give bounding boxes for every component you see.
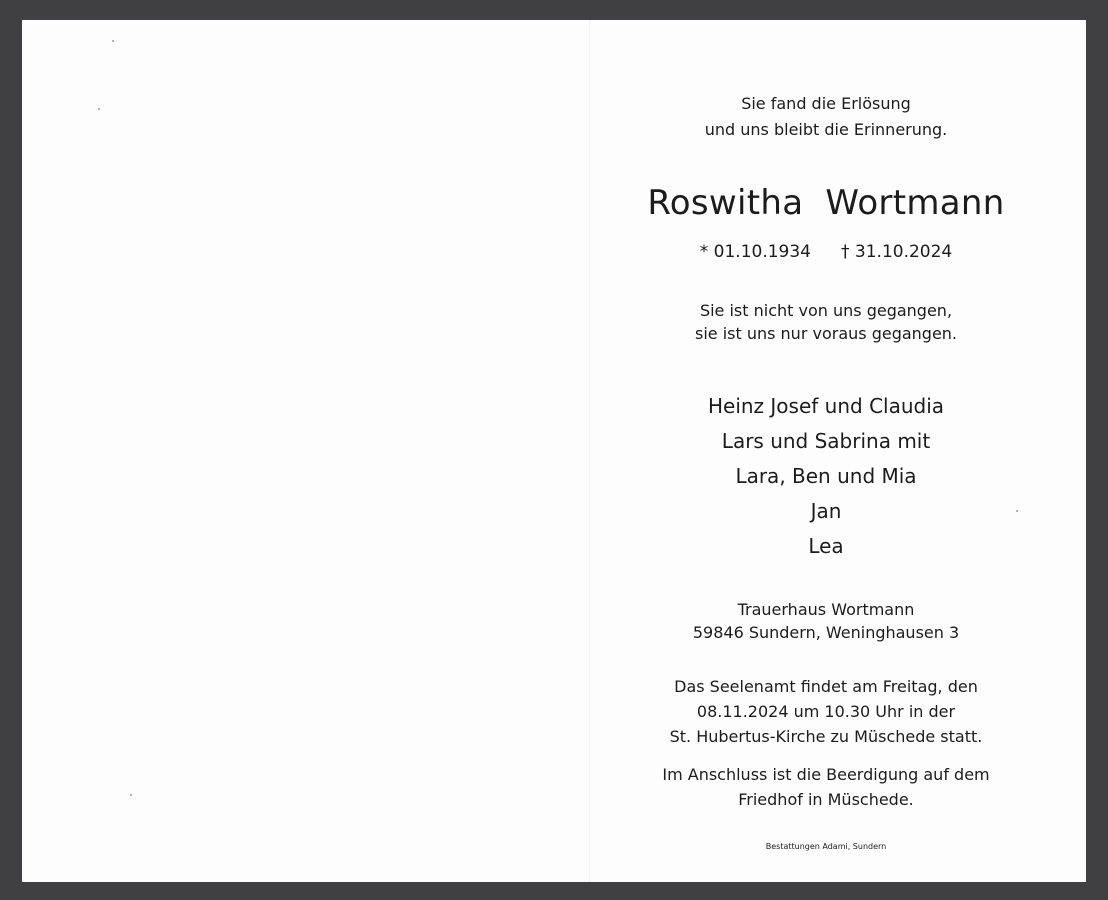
second-verse-line-1: Sie ist nicht von uns gegangen, bbox=[699, 301, 953, 320]
burial-line-1: Im Anschluss ist die Beerdigung auf dem bbox=[662, 765, 990, 784]
family-line-2: Lars und Sabrina mit bbox=[721, 429, 931, 453]
family-line-5: Lea bbox=[808, 534, 844, 558]
family-line-1: Heinz Josef und Claudia bbox=[707, 394, 945, 418]
mourning-card bbox=[22, 20, 1086, 882]
death-date: † 31.10.2024 bbox=[841, 242, 953, 262]
deceased-name bbox=[620, 183, 1032, 223]
burial-line-2: Friedhof in Müschede. bbox=[738, 790, 914, 809]
paper-speck bbox=[98, 108, 100, 110]
service-line-2: 08.11.2024 um 10.30 Uhr in der bbox=[696, 702, 956, 721]
mourning-house-address: 59846 Sundern, Weninghausen 3 bbox=[692, 623, 960, 642]
family-line-4: Jan bbox=[810, 499, 842, 523]
undertaker-credit: Bestattungen Adami, Sundern bbox=[765, 842, 887, 851]
paper-speck bbox=[130, 794, 132, 796]
service-line-3: St. Hubertus-Kirche zu Müschede statt. bbox=[669, 727, 983, 746]
opening-verse-line-2: und uns bleibt die Erinnerung. bbox=[704, 120, 948, 139]
family-line-3: Lara, Ben und Mia bbox=[735, 464, 917, 488]
card-text-panel bbox=[620, 20, 1032, 882]
paper-speck bbox=[112, 40, 114, 42]
birth-date: * 01.10.1934 bbox=[699, 242, 811, 262]
life-dates bbox=[620, 240, 1032, 264]
opening-verse-line-1: Sie fand die Erlösung bbox=[741, 94, 911, 113]
service-line-1: Das Seelenamt findet am Freitag, den bbox=[674, 677, 978, 696]
deceased-first-name: Roswitha bbox=[647, 183, 804, 223]
mourning-house-name: Trauerhaus Wortmann bbox=[737, 600, 915, 619]
card-fold-line bbox=[589, 20, 590, 882]
second-verse-line-2: sie ist uns nur voraus gegangen. bbox=[694, 324, 958, 343]
deceased-last-name: Wortmann bbox=[825, 183, 1005, 223]
